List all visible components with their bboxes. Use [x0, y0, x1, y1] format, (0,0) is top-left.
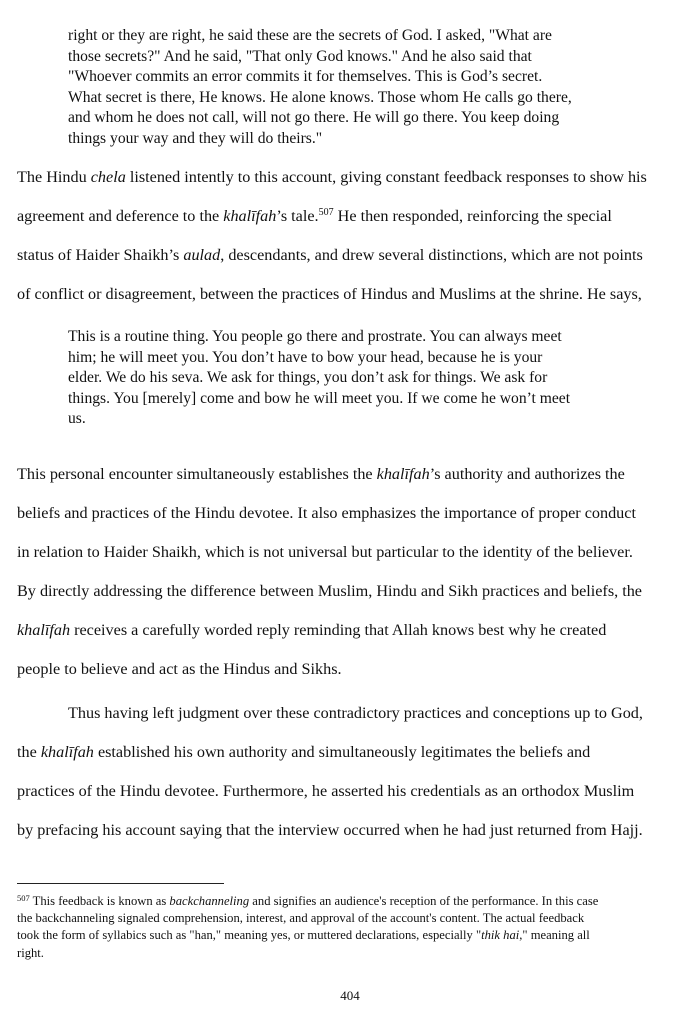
italic-term: khalīfah [376, 465, 430, 483]
text-line: practices of the Hindu devotee. Furthermore, he asserted his credentials as an orthodox Muslim [17, 782, 635, 800]
text-line: This personal encounter simultaneously establishes the khalīfah’s authority and authorizes the [17, 465, 625, 483]
text-line: by prefacing his account saying that the interview occurred when he had just returned from Hajj. [17, 821, 643, 839]
text-line: By directly addressing the difference between Muslim, Hindu and Sikh practices and beliefs, the [17, 582, 642, 600]
text-line: in relation to Haider Shaikh, which is not universal but particular to the identity of the believer. [17, 543, 633, 561]
italic-term: khalīfah [223, 207, 277, 225]
italic-term: chela [90, 168, 126, 186]
page-number: 404 [340, 988, 360, 1003]
footnote-line: $^{507}$ This feedback is known as backchanneling and signifies an audience's reception of the performance. In this case [17, 893, 599, 908]
text-line: the khalīfah established his own authority and simultaneously legitimates the beliefs and [17, 743, 591, 761]
italic-term: khalīfah [40, 743, 94, 761]
text-line: status of Haider Shaikh’s aulad, descendants, and drew several distinctions, which are not points [17, 246, 643, 264]
quote-line: things your way and they will do theirs." [68, 129, 323, 147]
quote-line: those secrets?" And he said, "That only God knows." And he also said that [68, 47, 532, 65]
block-quote-khalifah [68, 26, 668, 149]
italic-term: khalīfah [17, 621, 71, 639]
text-line: The Hindu chela listened intently to this account, giving constant feedback responses to show his [17, 168, 647, 186]
quote-line: right or they are right, he said these are the secrets of God. I asked, "What are [68, 27, 552, 44]
paragraph-chela [17, 158, 693, 314]
text-line: Thus having left judgment over these contradictory practices and conceptions up to God, [68, 704, 643, 722]
italic-term: backchanneling [169, 894, 250, 908]
text-line: khalīfah receives a carefully worded reply reminding that Allah knows best why he created [17, 621, 607, 639]
footnote-line: the backchanneling signaled comprehension, interest, and approval of the account's content. The actual feedback [17, 911, 585, 926]
text-line: people to believe and act as the Hindus and Sikhs. [17, 660, 342, 678]
italic-term: thik hai [481, 928, 520, 943]
footnote-line: right. [17, 945, 44, 960]
footnote-line: took the form of syllabics such as "han," meaning yes, or muttered declarations, especially "thik hai," meaning all [17, 928, 590, 943]
quote-line: "Whoever commits an error commits it for themselves. This is God’s secret. [68, 68, 543, 85]
footnote-divider [17, 883, 224, 884]
paragraph-judgment [17, 694, 693, 850]
quote-line: us. [68, 410, 86, 427]
footnote [17, 893, 697, 962]
quote-line: What secret is there, He knows. He alone knows. Those whom He calls go there, [68, 88, 572, 106]
quote-line: him; he will meet you. You don’t have to bow your head, because he is your [68, 348, 543, 366]
footnote-number: 507 [17, 893, 30, 903]
text-line: of conflict or disagreement, between the practices of Hindus and Muslims at the shrine. He says, [17, 285, 642, 303]
footnote-reference: 507 [318, 207, 334, 218]
quote-line: things. You [merely] come and bow he will meet you. If we come he won’t meet [68, 389, 571, 407]
italic-term: aulad [183, 246, 221, 264]
quote-line: This is a routine thing. You people go there and prostrate. You can always meet [68, 328, 562, 345]
paragraph-encounter [17, 455, 693, 689]
block-quote-chela [68, 327, 668, 430]
text-line: agreement and deference to the khalīfah’s tale.$^{507}$ He then responded, reinforcing the special [17, 207, 612, 225]
quote-line: elder. We do his seva. We ask for things, you don’t ask for things. We ask for [68, 369, 548, 386]
text-line: beliefs and practices of the Hindu devotee. It also emphasizes the importance of proper conduct [17, 504, 636, 522]
quote-line: and whom he does not call, will not go there. He will go there. You keep doing [68, 109, 560, 126]
